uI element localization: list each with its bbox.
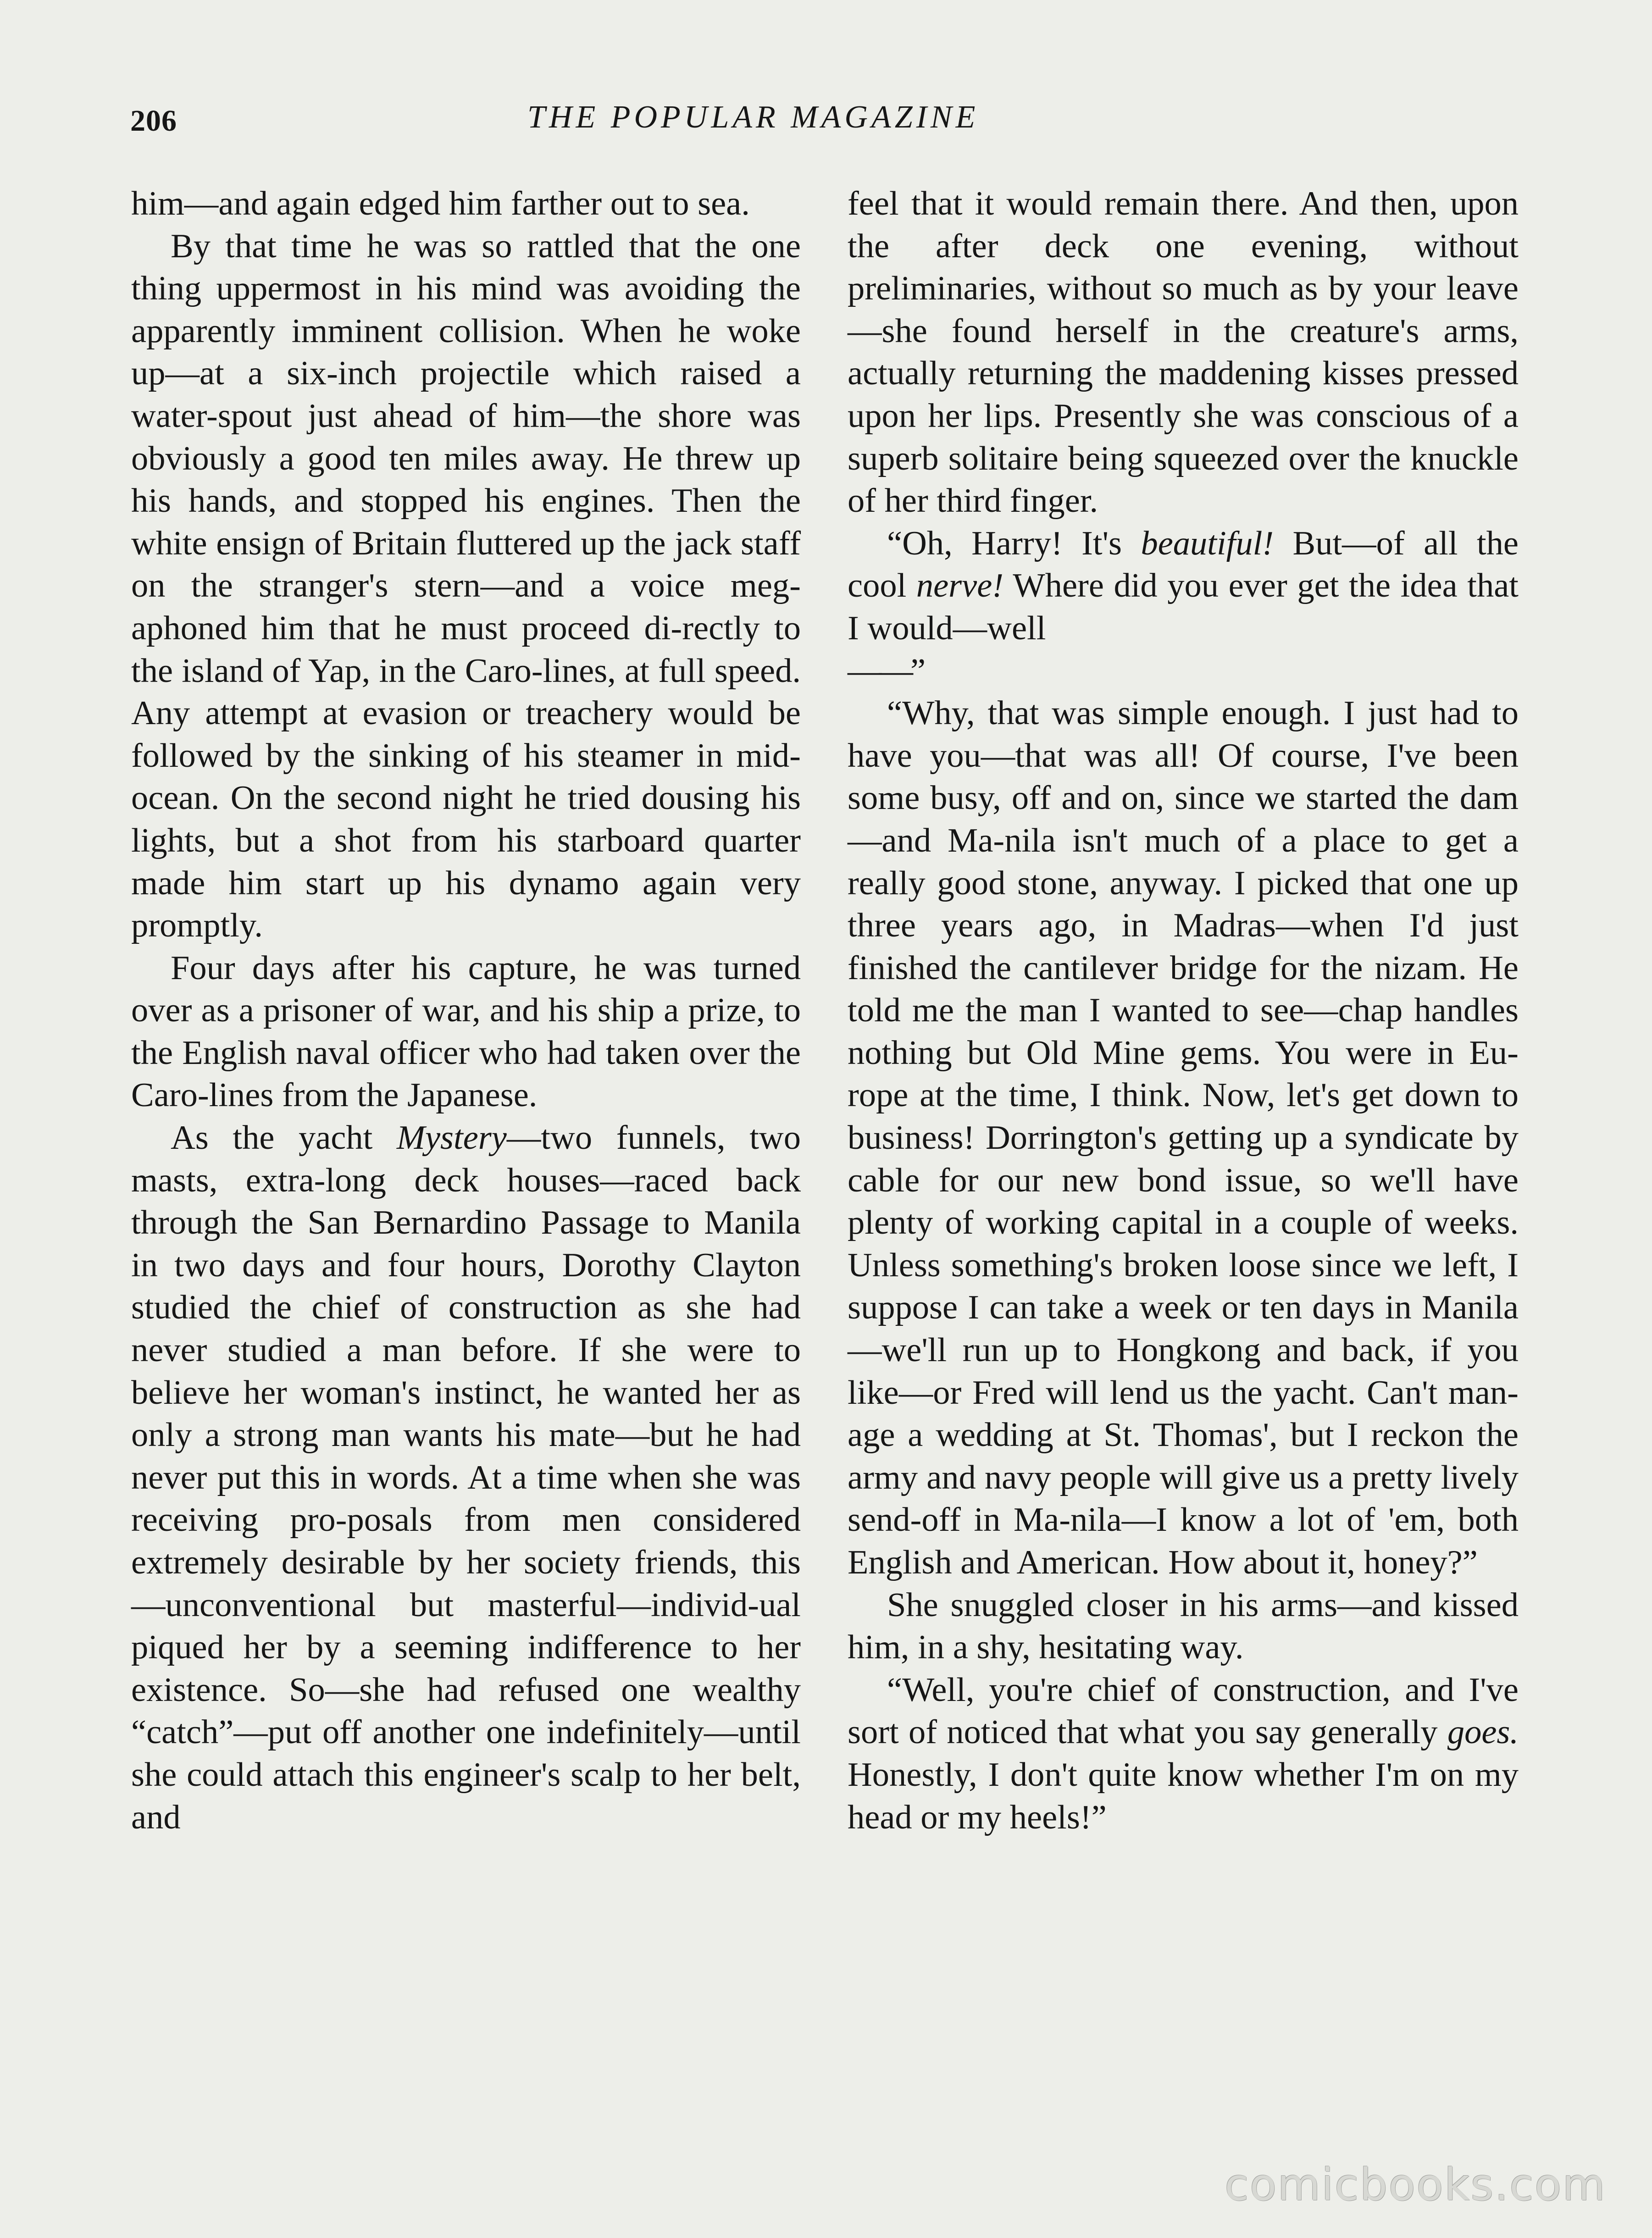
text-run: But—of all the cool [848, 524, 1519, 605]
emphasis: beautiful! [1141, 524, 1274, 562]
text-run: Where did you ever get the idea that I would—well [848, 567, 1519, 647]
yacht-name: Mystery [396, 1119, 507, 1157]
text-run: —two funnels, two masts, extra-long deck houses—raced back through the San Bernardino Passage to Manila in two days and four hours, Dorothy Clayton studied the chief of construction as she had never studied a man before. If she were to believe her woman's instinct, he wanted her as only a strong man wants his mate—but he had never put this in words. At a time when she was receiving pro-posals from men considered extremely desirable by her society friends, this—unconventional but masterful—individ-ual piqued her by a seeming indifference to her existence. So—she had refused one wealthy “catch”—put off another one indefinitely—until she could attach this engineer's scalp to her belt, and [131, 1119, 801, 1836]
running-head: THE POPULAR MAGAZINE [527, 100, 979, 135]
dash: ——” [848, 652, 923, 690]
paragraph [848, 522, 1519, 650]
paragraph: By that time he was so rattled that the one thing uppermost in his mind was avoiding the apparently imminent collision. When he woke up—at a six-inch projectile which raised a water-spout just ahead of him—the shore was obviously a good ten miles away. He threw up his hands, and stopped his engines. Then the white ensign of Britain fluttered up the jack staff on the stranger's stern—and a voice meg-aphoned him that he must proceed di-rectly to the island of Yap, in the Caro-lines, at full speed. Any attempt at evasion or treachery would be followed by the sinking of his steamer in mid-ocean. On the second night he tried dousing his lights, but a shot from his starboard quarter made him start up his dynamo again very promptly. [131, 227, 801, 945]
paragraph: She snuggled closer in his arms—and kissed him, in a shy, hesitating way. [848, 1586, 1519, 1667]
paragraph [848, 1669, 1519, 1839]
text-run: “Well, you're chief of construction, and I've sort of noticed that what you say generally [848, 1671, 1519, 1751]
watermark: comicbooks.com [1225, 2159, 1607, 2210]
paragraph: feel that it would remain there. And then, upon the after deck one evening, without preliminaries, without so much as by your leave—she found herself in the creature's arms, actually returning the maddening kisses pressed upon her lips. Presently she was conscious of a superb solitaire being squeezed over the knuckle of her third finger. [848, 185, 1519, 520]
text-run: Honestly, I don't quite know whether I'm on my head or my heels!” [848, 1756, 1519, 1836]
emphasis: nerve! [916, 567, 1004, 605]
paragraph: “Why, that was simple enough. I just had to have you—that was all! Of course, I've been some busy, off and on, since we started the dam—and Ma-nila isn't much of a place to get a really good stone, anyway. I picked that one up three years ago, in Madras—when I'd just finished the cantilever bridge for the nizam. He told me the man I wanted to see—chap handles nothing but Old Mine gems. You were in Eu-rope at the time, I think. Now, let's get down to business! Dorrington's getting up a syndicate by cable for our new bond issue, so we'll have plenty of working capital in a couple of weeks. Unless something's broken loose since we left, I suppose I can take a week or ten days in Manila—we'll run up to Hongkong and back, if you like—or Fred will lend us the yacht. Can't man-age a wedding at St. Thomas', but I reckon the army and navy people will give us a pretty lively send-off in Ma-nila—I know a lot of 'em, both English and American. How about it, honey?” [848, 694, 1519, 1581]
paragraph [131, 1117, 801, 1839]
right-column [848, 183, 1519, 1839]
paragraph-dash-line [848, 650, 1519, 692]
page-number: 206 [130, 104, 177, 138]
left-column [131, 183, 801, 1839]
emphasis: goes. [1447, 1713, 1519, 1751]
paragraph: him—and again edged him farther out to sea. [131, 185, 750, 222]
text-run: As the yacht [171, 1119, 397, 1157]
text-run: “Oh, Harry! It's [887, 524, 1141, 562]
paragraph: Four days after his capture, he was turned over as a prisoner of war, and his ship a prize, to the English naval officer who had taken over the Caro-lines from the Japanese. [131, 949, 801, 1114]
